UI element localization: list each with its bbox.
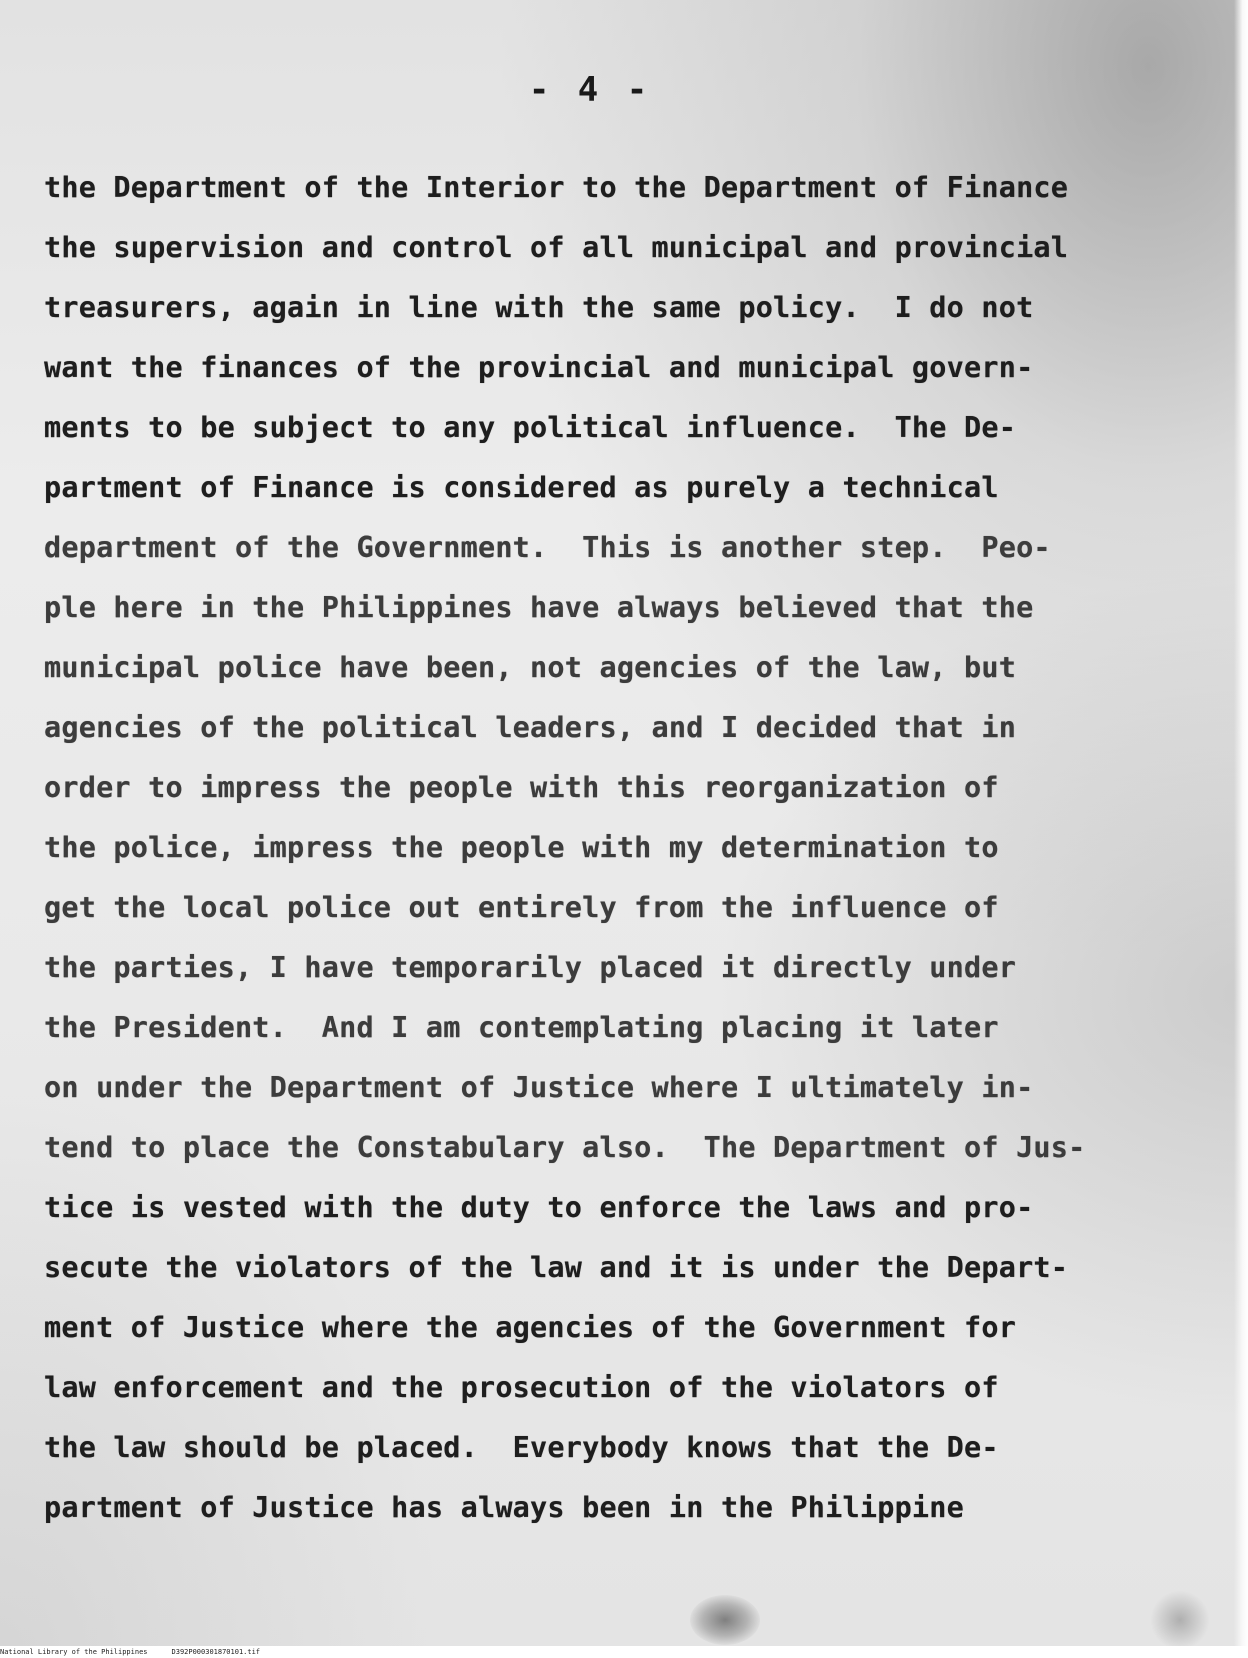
text-line: on under the Department of Justice where I ultimately in-	[44, 1071, 1034, 1104]
text-line: partment of Finance is considered as purely a technical	[44, 471, 999, 504]
text-line: ments to be subject to any political influence. The De-	[44, 411, 1017, 444]
text-line: get the local police out entirely from the influence of	[44, 891, 999, 924]
text-line: the President. And I am contemplating placing it later	[44, 1011, 999, 1044]
page-edge	[1234, 0, 1248, 1658]
text-line: the supervision and control of all municipal and provincial	[44, 231, 1069, 264]
ink-smudge	[690, 1595, 760, 1645]
text-line: ple here in the Philippines have always believed that the	[44, 591, 1034, 624]
text-line: agencies of the political leaders, and I decided that in	[44, 711, 1017, 744]
text-line: tend to place the Constabulary also. The Department of Jus-	[44, 1131, 1086, 1164]
text-line: secute the violators of the law and it is under the Depart-	[44, 1251, 1069, 1284]
text-line: the police, impress the people with my determination to	[44, 831, 999, 864]
text-line: the parties, I have temporarily placed it directly under	[44, 951, 1017, 984]
text-line: treasurers, again in line with the same policy. I do not	[44, 291, 1034, 324]
footer-file: D392P000301870101.tif	[171, 1648, 261, 1656]
text-line: the law should be placed. Everybody knows that the De-	[44, 1431, 999, 1464]
text-line: order to impress the people with this reorganization of	[44, 771, 999, 804]
text-line: municipal police have been, not agencies of the law, but	[44, 651, 1017, 684]
text-line: the Department of the Interior to the Department of Finance	[44, 171, 1069, 204]
text-line: law enforcement and the prosecution of the violators of	[44, 1371, 999, 1404]
text-line: want the finances of the provincial and municipal govern-	[44, 351, 1034, 384]
page-number: - 4 -	[528, 70, 652, 110]
text-line: tice is vested with the duty to enforce the laws and pro-	[44, 1191, 1034, 1224]
ink-smudge	[1150, 1590, 1210, 1650]
text-line: partment of Justice has always been in the Philippine	[44, 1491, 964, 1524]
text-line: ment of Justice where the agencies of the Government for	[44, 1311, 1017, 1344]
scan-footer	[0, 1646, 1248, 1658]
text-line: department of the Government. This is another step. Peo-	[44, 531, 1051, 564]
body-text	[44, 158, 1184, 1538]
footer-library: National Library of the Philippines	[0, 1648, 148, 1656]
